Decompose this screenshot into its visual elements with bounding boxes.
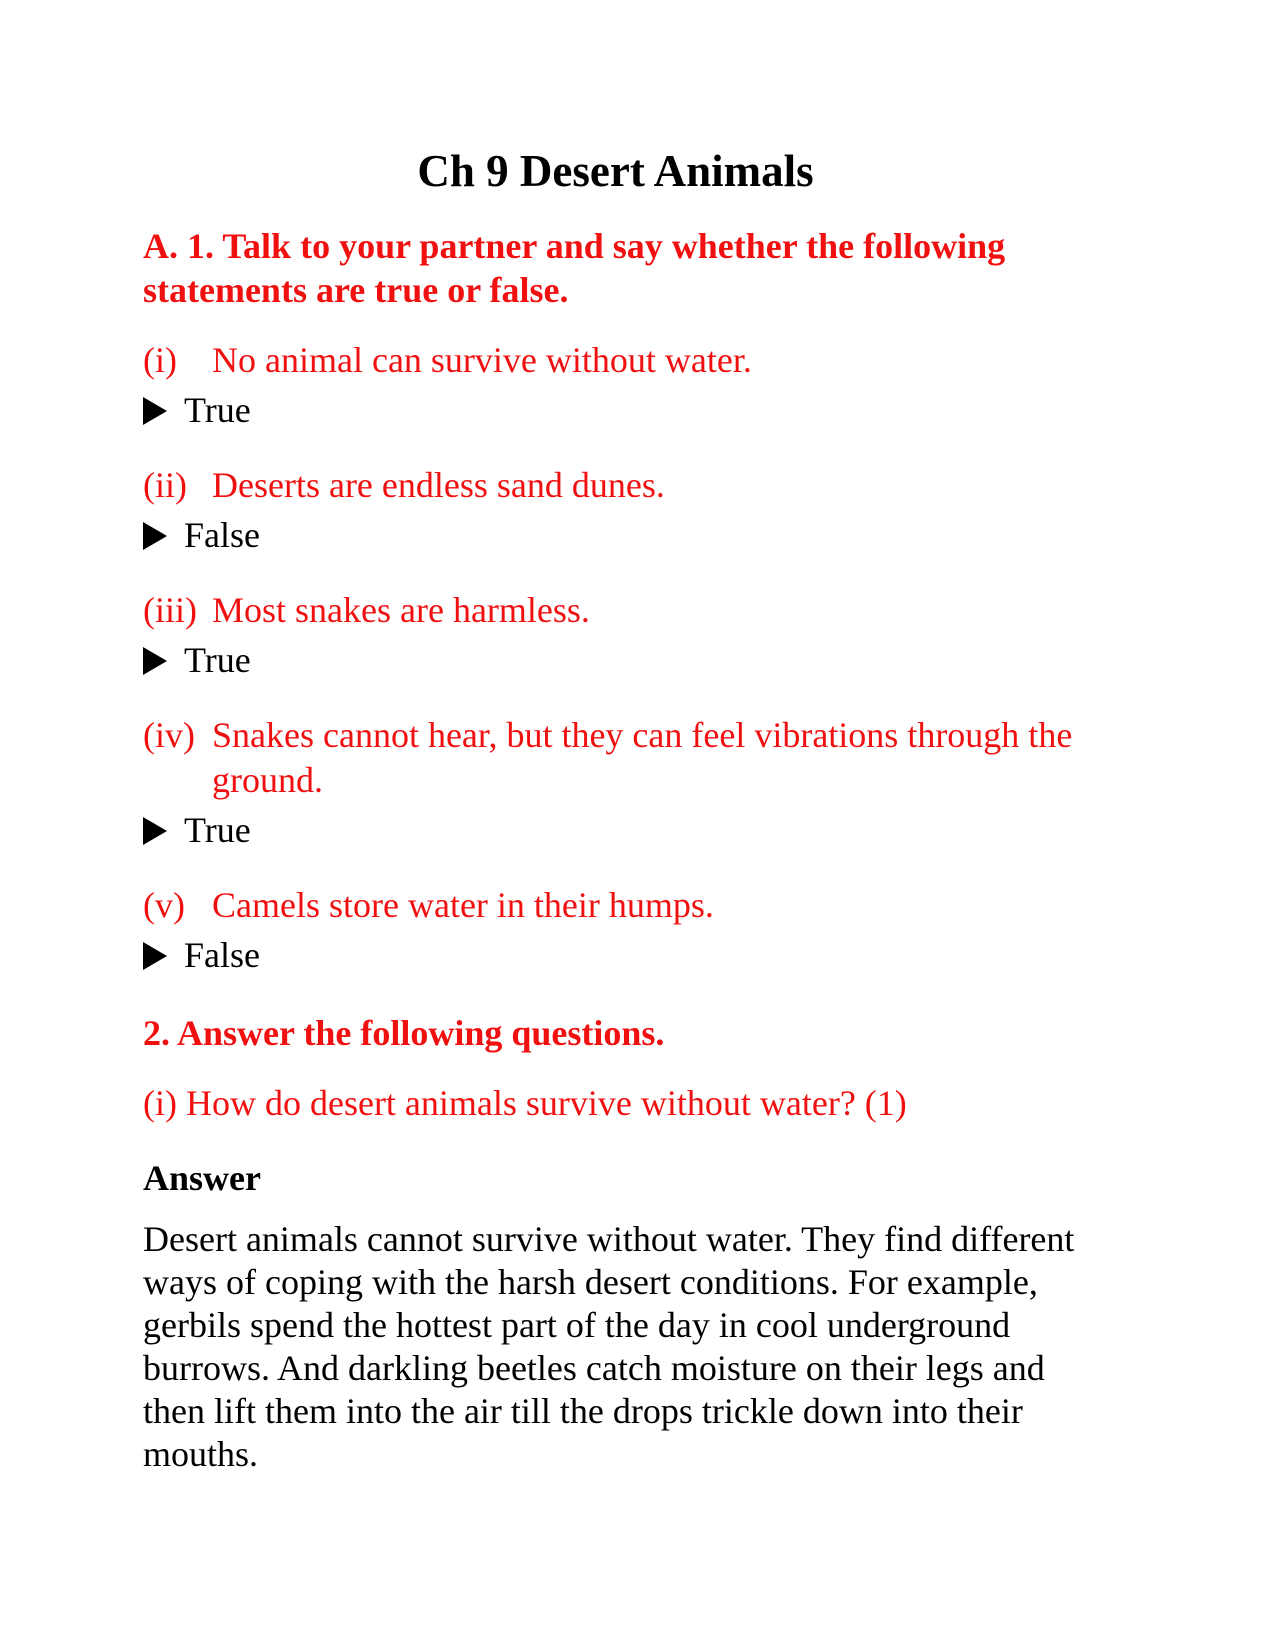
statement-text: Snakes cannot hear, but they can feel vibrations through the ground. [212,715,1073,800]
answer-value: True [184,810,251,850]
answer-arrow-icon [143,522,167,550]
answer-value: True [184,640,251,680]
statement-number: (iii) [143,590,197,630]
answer-label: Answer [143,1158,261,1198]
answer-arrow-icon [143,817,167,845]
statement-answer [143,388,1088,433]
statement-answer [143,513,1088,558]
statement-number: (ii) [143,465,187,505]
statement-answer [143,638,1088,683]
statement-item-3 [143,588,1088,683]
exercise-a-heading: A. 1. Talk to your partner and say whether the following statements are true or false. [143,226,1006,310]
worksheet-content [143,144,1088,1476]
statement-question [143,588,1088,633]
statement-number: (v) [143,885,185,925]
statement-question [143,713,1088,803]
statement-question [143,338,1088,383]
answer-arrow-icon [143,942,167,970]
statement-text: Most snakes are harmless. [212,590,590,630]
statement-text: Camels store water in their humps. [212,885,714,925]
exercise-2-heading: 2. Answer the following questions. [143,1013,665,1053]
answer-arrow-icon [143,397,167,425]
statement-question [143,463,1088,508]
statement-answer [143,808,1088,853]
statement-text: Deserts are endless sand dunes. [212,465,665,505]
statement-item-5 [143,883,1088,978]
page-title: Ch 9 Desert Animals [417,146,814,196]
answer-value: False [184,515,260,555]
statement-question [143,883,1088,928]
answer-value: False [184,935,260,975]
statement-answer [143,933,1088,978]
answer-arrow-icon [143,647,167,675]
answer-paragraph: Desert animals cannot survive without water. They find different ways of coping with the harsh desert conditions. For example, gerbils spend the hottest part of the day in cool underground burrows. And darkling beetles catch moisture on their legs and then lift them into the air till the drops trickle down into their mouths. [143,1219,1075,1474]
answer-value: True [184,390,251,430]
statement-list [143,338,1088,978]
statement-text: No animal can survive without water. [212,340,752,380]
exercise-2-question: (i) How do desert animals survive without water? (1) [143,1083,907,1123]
statement-item-4 [143,713,1088,853]
statement-item-1 [143,338,1088,433]
statement-item-2 [143,463,1088,558]
statement-number: (iv) [143,715,195,755]
statement-number: (i) [143,340,177,380]
